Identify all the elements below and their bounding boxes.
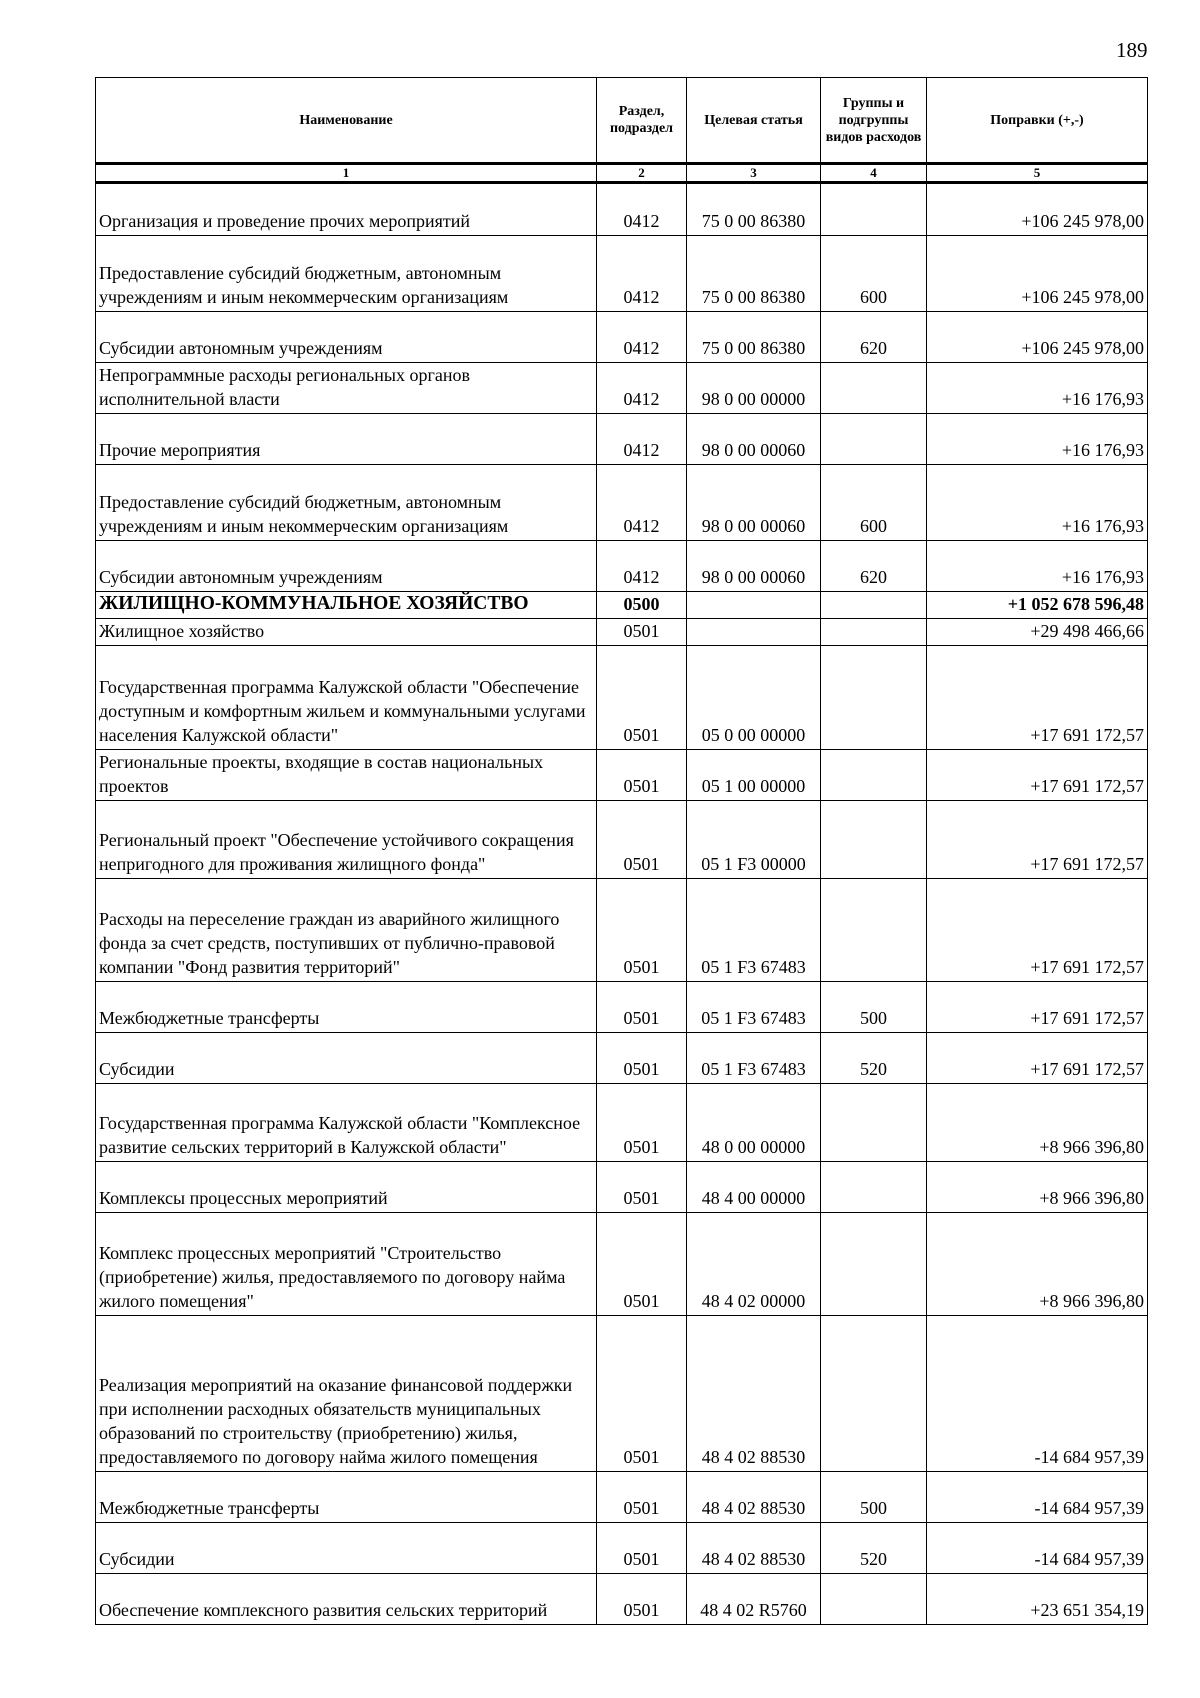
table-row	[96, 1472, 1148, 1523]
row-section: 0501	[597, 1084, 687, 1162]
row-section: 0412	[597, 414, 687, 465]
row-target: 75 0 00 86380	[687, 236, 821, 312]
row-section: 0501	[597, 982, 687, 1033]
row-name: Жилищное хозяйство	[96, 619, 597, 646]
row-group: 600	[821, 236, 927, 312]
row-group	[821, 1084, 927, 1162]
row-group: 520	[821, 1523, 927, 1574]
table-row	[96, 363, 1148, 414]
table-row	[96, 750, 1148, 801]
row-amount: +17 691 172,57	[927, 801, 1148, 879]
row-section: 0501	[597, 1213, 687, 1316]
table-row	[96, 801, 1148, 879]
row-group	[821, 750, 927, 801]
row-group	[821, 646, 927, 750]
row-section: 0501	[597, 750, 687, 801]
row-amount: +16 176,93	[927, 363, 1148, 414]
column-number: 2	[597, 164, 687, 183]
row-target: 05 1 00 00000	[687, 750, 821, 801]
row-group: 600	[821, 465, 927, 541]
row-target: 05 1 F3 67483	[687, 982, 821, 1033]
row-section: 0501	[597, 1316, 687, 1472]
row-name: Расходы на переселение граждан из аварийного жилищного фонда за счет средств, поступивших от публично-правовой компании "Фонд развития территорий"	[96, 879, 597, 982]
row-section: 0501	[597, 879, 687, 982]
row-name: Непрограммные расходы региональных органов исполнительной власти	[96, 363, 597, 414]
row-amount: +17 691 172,57	[927, 982, 1148, 1033]
row-target: 98 0 00 00000	[687, 363, 821, 414]
row-group	[821, 1316, 927, 1472]
row-name: Субсидии	[96, 1523, 597, 1574]
row-name: Организация и проведение прочих мероприятий	[96, 183, 597, 236]
row-name: Субсидии	[96, 1033, 597, 1084]
table-row-section-total	[96, 592, 1148, 619]
row-name: Государственная программа Калужской области "Комплексное развитие сельских территорий в Калужской области"	[96, 1084, 597, 1162]
row-amount: +16 176,93	[927, 465, 1148, 541]
table-row	[96, 1523, 1148, 1574]
row-amount: +16 176,93	[927, 414, 1148, 465]
row-target: 75 0 00 86380	[687, 183, 821, 236]
row-section: 0412	[597, 363, 687, 414]
row-name: Реализация мероприятий на оказание финансовой поддержки при исполнении расходных обязательств муниципальных образований по строительству (приобретению) жилья, предоставляемого по договору найма жилого помещения	[96, 1316, 597, 1472]
column-number: 3	[687, 164, 821, 183]
row-amount: +23 651 354,19	[927, 1574, 1148, 1625]
table-row	[96, 541, 1148, 592]
row-group	[821, 414, 927, 465]
header-name: Наименование	[96, 78, 597, 164]
row-section: 0501	[597, 619, 687, 646]
row-name: Комплекс процессных мероприятий "Строительство (приобретение) жилья, предоставляемого по договору найма жилого помещения"	[96, 1213, 597, 1316]
row-target: 98 0 00 00060	[687, 414, 821, 465]
row-group	[821, 1162, 927, 1213]
row-target: 48 0 00 00000	[687, 1084, 821, 1162]
row-group	[821, 619, 927, 646]
row-amount: +17 691 172,57	[927, 646, 1148, 750]
row-group	[821, 363, 927, 414]
row-amount: +17 691 172,57	[927, 750, 1148, 801]
row-target: 05 0 00 00000	[687, 646, 821, 750]
row-group: 620	[821, 541, 927, 592]
row-group: 500	[821, 1472, 927, 1523]
row-group	[821, 183, 927, 236]
row-section: 0500	[597, 592, 687, 619]
row-amount: +16 176,93	[927, 541, 1148, 592]
row-amount: +17 691 172,57	[927, 879, 1148, 982]
row-amount: -14 684 957,39	[927, 1472, 1148, 1523]
column-number: 5	[927, 164, 1148, 183]
row-target: 98 0 00 00060	[687, 465, 821, 541]
row-group	[821, 1574, 927, 1625]
row-amount: +106 245 978,00	[927, 312, 1148, 363]
row-section: 0501	[597, 1523, 687, 1574]
row-amount: -14 684 957,39	[927, 1316, 1148, 1472]
row-target: 05 1 F3 00000	[687, 801, 821, 879]
row-target	[687, 619, 821, 646]
row-target: 98 0 00 00060	[687, 541, 821, 592]
table-row	[96, 312, 1148, 363]
row-name: Региональный проект "Обеспечение устойчивого сокращения непригодного для проживания жилищного фонда"	[96, 801, 597, 879]
header-group: Группы и подгруппы видов расходов	[821, 78, 927, 164]
table-row	[96, 619, 1148, 646]
row-target: 05 1 F3 67483	[687, 879, 821, 982]
table-row	[96, 465, 1148, 541]
row-section: 0412	[597, 183, 687, 236]
row-name: Межбюджетные трансферты	[96, 982, 597, 1033]
row-group: 520	[821, 1033, 927, 1084]
column-number-row	[96, 164, 1148, 183]
row-amount: +1 052 678 596,48	[927, 592, 1148, 619]
row-name: Межбюджетные трансферты	[96, 1472, 597, 1523]
row-name: Предоставление субсидий бюджетным, автономным учреждениям и иным некоммерческим организациям	[96, 236, 597, 312]
row-target: 05 1 F3 67483	[687, 1033, 821, 1084]
table-row	[96, 982, 1148, 1033]
row-section: 0501	[597, 1033, 687, 1084]
row-name: Прочие мероприятия	[96, 414, 597, 465]
row-name: Региональные проекты, входящие в состав национальных проектов	[96, 750, 597, 801]
row-target: 75 0 00 86380	[687, 312, 821, 363]
row-section: 0412	[597, 465, 687, 541]
row-section: 0501	[597, 646, 687, 750]
row-section: 0501	[597, 1472, 687, 1523]
row-amount: +8 966 396,80	[927, 1084, 1148, 1162]
table-row	[96, 414, 1148, 465]
row-target: 48 4 02 00000	[687, 1213, 821, 1316]
row-group: 500	[821, 982, 927, 1033]
header-amount: Поправки (+,-)	[927, 78, 1148, 164]
row-group	[821, 879, 927, 982]
row-group	[821, 592, 927, 619]
row-name: ЖИЛИЩНО-КОММУНАЛЬНОЕ ХОЗЯЙСТВО	[96, 592, 597, 619]
row-amount: +8 966 396,80	[927, 1213, 1148, 1316]
column-number: 1	[96, 164, 597, 183]
row-amount: -14 684 957,39	[927, 1523, 1148, 1574]
table-row	[96, 1316, 1148, 1472]
budget-amendments-table	[95, 77, 1148, 1625]
row-name: Субсидии автономным учреждениям	[96, 541, 597, 592]
row-section: 0501	[597, 801, 687, 879]
row-group	[821, 1213, 927, 1316]
table-row	[96, 1162, 1148, 1213]
row-name: Субсидии автономным учреждениям	[96, 312, 597, 363]
table-row	[96, 183, 1148, 236]
row-amount: +106 245 978,00	[927, 183, 1148, 236]
row-amount: +29 498 466,66	[927, 619, 1148, 646]
table-row	[96, 1574, 1148, 1625]
header-section: Раздел, подраздел	[597, 78, 687, 164]
table-row	[96, 646, 1148, 750]
row-target: 48 4 02 88530	[687, 1316, 821, 1472]
table-row	[96, 879, 1148, 982]
row-amount: +17 691 172,57	[927, 1033, 1148, 1084]
row-section: 0412	[597, 312, 687, 363]
column-number: 4	[821, 164, 927, 183]
table-row	[96, 1033, 1148, 1084]
row-amount: +8 966 396,80	[927, 1162, 1148, 1213]
row-section: 0412	[597, 541, 687, 592]
row-target: 48 4 00 00000	[687, 1162, 821, 1213]
header-target: Целевая статья	[687, 78, 821, 164]
row-section: 0412	[597, 236, 687, 312]
row-target: 48 4 02 88530	[687, 1523, 821, 1574]
row-target: 48 4 02 88530	[687, 1472, 821, 1523]
header-row	[96, 78, 1148, 164]
row-target	[687, 592, 821, 619]
row-amount: +106 245 978,00	[927, 236, 1148, 312]
row-section: 0501	[597, 1574, 687, 1625]
row-group	[821, 801, 927, 879]
page-number: 189	[1116, 38, 1148, 62]
row-target: 48 4 02 R5760	[687, 1574, 821, 1625]
row-name: Комплексы процессных мероприятий	[96, 1162, 597, 1213]
row-name: Предоставление субсидий бюджетным, автономным учреждениям и иным некоммерческим организациям	[96, 465, 597, 541]
row-name: Государственная программа Калужской области "Обеспечение доступным и комфортным жильем и коммунальными услугами населения Калужской области"	[96, 646, 597, 750]
table-row	[96, 1084, 1148, 1162]
row-group: 620	[821, 312, 927, 363]
table-row	[96, 1213, 1148, 1316]
table-row	[96, 236, 1148, 312]
row-name: Обеспечение комплексного развития сельских территорий	[96, 1574, 597, 1625]
row-section: 0501	[597, 1162, 687, 1213]
